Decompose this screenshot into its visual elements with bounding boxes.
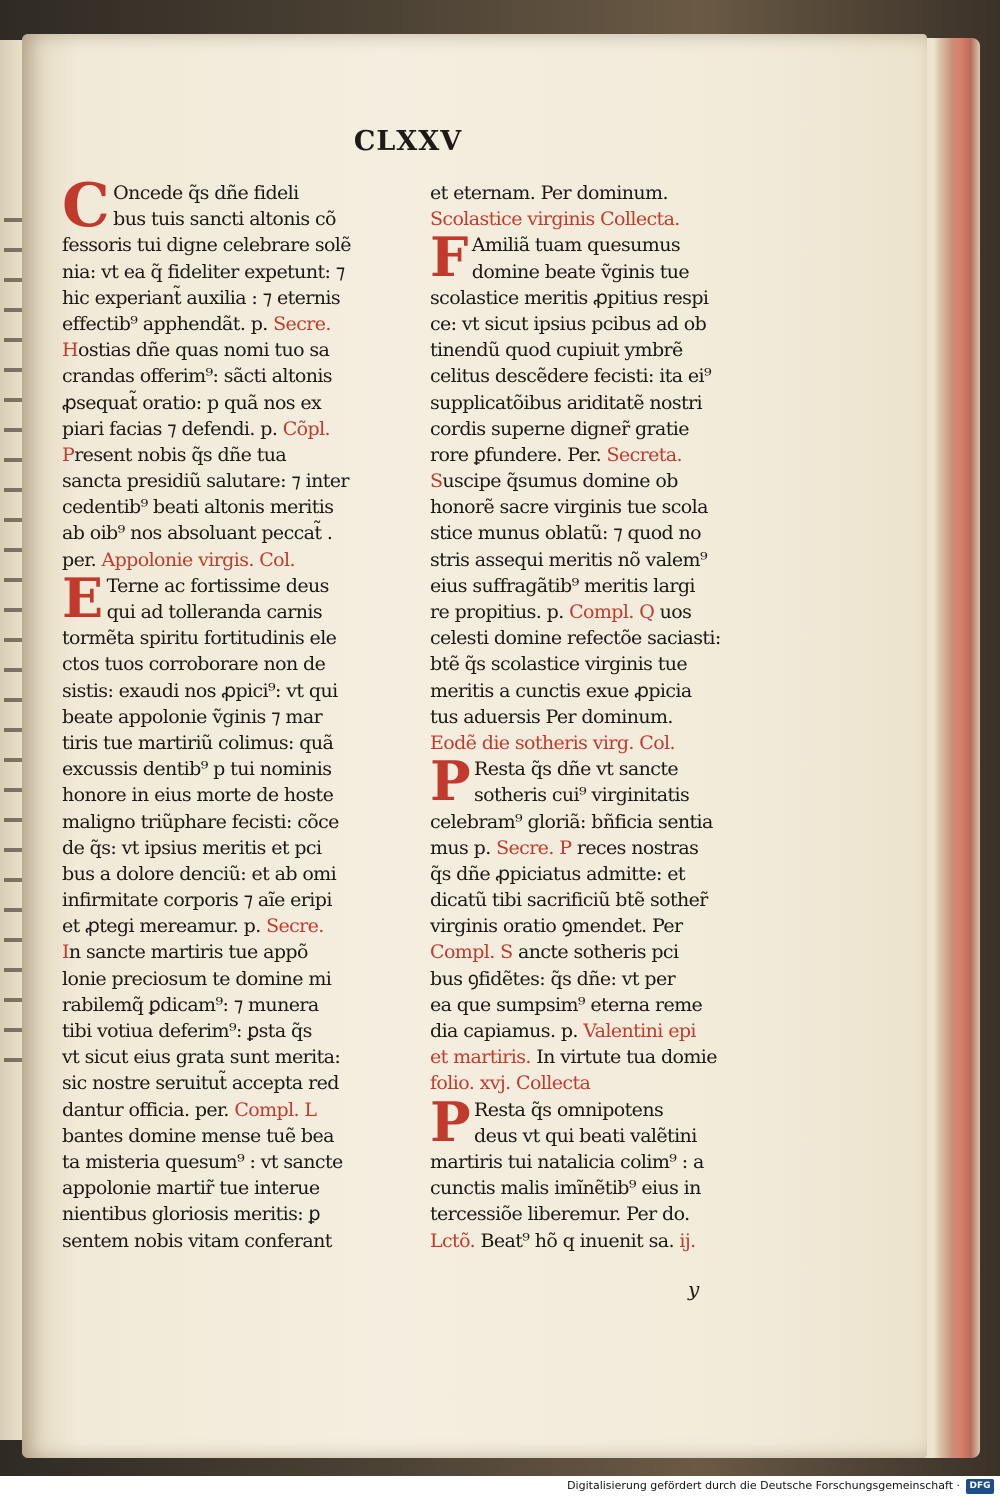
- text-line: [430, 520, 770, 546]
- line-text: btẽ q̃s scolastice virginis tue: [430, 653, 688, 676]
- line-text: crandas offerim⁹: sãcti altonis: [62, 365, 332, 388]
- rubric-text: Secre.: [260, 915, 324, 938]
- line-text: nia: vt ea q̃ fideliter expetunt: ⁊: [62, 260, 345, 283]
- line-text: sic nostre seruitut̃ accepta red: [62, 1072, 339, 1095]
- text-line: [430, 913, 770, 939]
- line-text-tail: ancte sotheris pci: [512, 941, 679, 964]
- line-text: tormẽta spiritu fortitudinis ele: [62, 627, 337, 650]
- rubric-text: Secre.: [267, 312, 331, 335]
- line-text: cordis superne digner̃ gratie: [430, 417, 689, 440]
- line-text-tail: reces nostras: [571, 836, 699, 859]
- text-line: [430, 966, 770, 992]
- text-line: [62, 311, 402, 337]
- rubricated-initial: E: [62, 565, 103, 630]
- line-text: piari facias ⁊ defendi. p.: [62, 417, 278, 440]
- line-text: Amiliã tuam quesumus: [471, 234, 680, 257]
- line-text: ctos tuos corroborare non de: [62, 653, 326, 676]
- line-text: meritis a cunctis exue ꝓpicia: [430, 679, 692, 702]
- text-line: [430, 285, 770, 311]
- text-line: [430, 468, 770, 494]
- text-line: [430, 992, 770, 1018]
- text-line: [62, 363, 402, 389]
- text-line: [430, 311, 770, 337]
- text-line: [430, 206, 770, 232]
- line-text: per.: [62, 548, 97, 571]
- text-line: [62, 678, 402, 704]
- text-line: [430, 651, 770, 677]
- line-text: et ꝓtegi mereamur. p.: [62, 915, 261, 938]
- rubric-text: Compl. L: [228, 1098, 317, 1121]
- text-line: [430, 599, 770, 625]
- line-text: bus ꝯfidẽtes: q̃s dñe: vt per: [430, 967, 676, 990]
- text-line: [474, 1123, 770, 1149]
- rubric-text: Eodẽ die sotheris virg. Col.: [430, 731, 675, 754]
- text-line: [62, 259, 402, 285]
- text-line: [62, 337, 402, 363]
- line-text: supplicatõibus ariditatẽ nostri: [430, 391, 703, 414]
- line-text: sotheris cui⁹ virginitatis: [474, 784, 690, 807]
- rubric-text: et martiris.: [430, 1046, 531, 1069]
- line-text: uscipe q̃sumus domine ob: [442, 470, 678, 493]
- line-text: et eternam. Per dominum.: [430, 182, 668, 204]
- line-text: bus tuis sancti altonis cõ: [113, 208, 336, 231]
- text-line: [62, 442, 402, 468]
- line-text: bantes domine mense tuẽ bea: [62, 1124, 334, 1147]
- text-line: [430, 180, 770, 206]
- line-text: Resta q̃s dñe vt sancte: [474, 758, 678, 781]
- line-text: re propitius. p.: [430, 601, 564, 623]
- line-text: effectib⁹ apphendãt. p.: [62, 312, 268, 335]
- line-text: sancta presidiũ salutare: ⁊ inter: [62, 470, 349, 493]
- text-line: [62, 232, 402, 258]
- footer-credit: Digitalisierung gefördert durch die Deutsche Forschungsgemeinschaft ·: [567, 1479, 960, 1492]
- line-text: beate appolonie ṽginis ⁊ mar: [62, 705, 323, 728]
- text-line: [430, 1201, 770, 1227]
- line-text: ꝓsequat̃ oratio: p quã nos ex: [62, 391, 322, 414]
- text-line: [430, 442, 770, 468]
- line-text: rabilemq̃ ꝑdicam⁹: ⁊ munera: [62, 993, 319, 1016]
- line-text: n sancte martiris tue appõ: [68, 941, 308, 964]
- text-line: [62, 1070, 402, 1096]
- text-line: [62, 468, 402, 494]
- rubricated-initial: F: [430, 225, 468, 290]
- line-text: excussis dentib⁹ p tui nominis: [62, 758, 332, 781]
- line-text: tercessiõe liberemur. Per do.: [430, 1203, 690, 1226]
- text-line: [62, 913, 402, 939]
- dfg-logo: DFG: [966, 1479, 994, 1494]
- rubric-text: ij.: [673, 1229, 696, 1252]
- text-line: [62, 1228, 402, 1254]
- text-line: [62, 861, 402, 887]
- line-text: maligno triũphare fecisti: cõce: [62, 810, 339, 833]
- rubric-text: folio. xvj. Collecta: [430, 1072, 591, 1095]
- rubric-lead: P: [62, 443, 75, 466]
- footer-bar: [0, 1476, 1000, 1498]
- text-line: [430, 1228, 770, 1254]
- line-text: Oncede q̃s dñe fideli: [113, 182, 299, 204]
- text-line: [430, 730, 770, 756]
- line-text: appolonie martir̃ tue interue: [62, 1177, 320, 1200]
- text-line: [430, 1018, 770, 1044]
- line-text: de q̃s: vt ipsius meritis et pci: [62, 836, 322, 859]
- text-line: [430, 809, 770, 835]
- line-text-tail: uos: [654, 601, 692, 623]
- text-line: [113, 206, 402, 232]
- line-text: cedentib⁹ beati altonis meritis: [62, 496, 334, 519]
- text-line: [430, 390, 770, 416]
- line-text: scolastice meritis ꝓpitius respi: [430, 286, 709, 309]
- rubricated-initial: C: [62, 171, 110, 241]
- rubric-text: Valentini epi: [577, 1020, 696, 1042]
- line-text: rore ꝑfundere. Per.: [430, 443, 602, 466]
- rubric-lead: H: [62, 339, 78, 362]
- text-line: [107, 599, 402, 625]
- text-line: [430, 1149, 770, 1175]
- line-text: fessoris tui digne celebrare solẽ: [62, 234, 351, 257]
- text-line: [430, 363, 770, 389]
- rubricated-initial: P: [430, 1089, 471, 1154]
- line-text: ta misteria quesum⁹ : vt sancte: [62, 1150, 343, 1173]
- line-text: ostias dñe quas nomi tuo sa: [77, 339, 330, 362]
- line-text: stris assequi meritis nõ valem⁹: [430, 548, 707, 571]
- text-line: [430, 835, 770, 861]
- text-line: [430, 939, 770, 965]
- text-line: [62, 966, 402, 992]
- text-line: [62, 887, 402, 913]
- line-text: stice munus oblatũ: ⁊ quod no: [430, 522, 702, 545]
- text-line: [430, 573, 770, 599]
- line-text: qui ad tolleranda carnis: [106, 601, 322, 623]
- rubric-text: Cõpl.: [277, 417, 330, 440]
- text-line: [62, 835, 402, 861]
- text-line: [62, 547, 402, 573]
- line-text: tiris tue martiriũ colimus: quã: [62, 731, 334, 754]
- text-line: [62, 494, 402, 520]
- text-line: [430, 625, 770, 651]
- line-text: cunctis malis imĩnẽtib⁹ eius in: [430, 1177, 701, 1200]
- text-line: [430, 1044, 770, 1070]
- text-line: [62, 1149, 402, 1175]
- rubric-text: Compl. S: [430, 941, 513, 964]
- line-text: ab oib⁹ nos absoluant peccat̃ .: [62, 522, 333, 545]
- page-edges-red: [918, 38, 980, 1458]
- text-line: [430, 494, 770, 520]
- right-text-column: [430, 180, 770, 1254]
- rubric-text: Lctõ.: [430, 1229, 476, 1252]
- text-line: [430, 704, 770, 730]
- line-text: tus aduersis Per dominum.: [430, 705, 673, 728]
- rubric-text: Appolonie virgis. Col.: [96, 548, 295, 571]
- line-text: celebram⁹ gloriã: bñficia sentia: [430, 810, 713, 833]
- text-line: [62, 390, 402, 416]
- text-line: [62, 1044, 402, 1070]
- line-text: sentem nobis vitam conferant: [62, 1229, 332, 1252]
- text-line: [430, 416, 770, 442]
- line-text: nientibus gloriosis meritis: ꝑ: [62, 1203, 320, 1226]
- folio-number: CLXXV: [353, 126, 463, 157]
- line-text: vt sicut eius grata sunt merita:: [62, 1046, 341, 1069]
- line-text-tail: Beat⁹ hõ q inuenit sa.: [475, 1229, 674, 1252]
- line-text: honore in eius morte de hoste: [62, 784, 334, 807]
- line-text: q̃s dñe ꝓpiciatus admitte: et: [430, 862, 685, 885]
- text-line: [474, 782, 770, 808]
- line-text-tail: In virtute tua domie: [530, 1046, 717, 1069]
- text-line: [430, 1070, 770, 1096]
- line-text: martiris tui natalicia colim⁹ : a: [430, 1150, 704, 1173]
- line-text: virginis oratio ꝯmendet. Per: [430, 915, 683, 938]
- text-line: [430, 547, 770, 573]
- text-line: [62, 704, 402, 730]
- text-line: [430, 861, 770, 887]
- line-text: celesti domine refectõe saciasti:: [430, 627, 721, 650]
- text-line: [62, 1201, 402, 1227]
- line-text: sistis: exaudi nos ꝓpici⁹: vt qui: [62, 679, 338, 702]
- rubric-text: Compl. Q: [563, 601, 655, 623]
- text-line: [62, 520, 402, 546]
- line-text: deus vt qui beati valẽtini: [474, 1124, 697, 1147]
- line-text: honorẽ sacre virginis tue scola: [430, 496, 708, 519]
- line-text: tibi votiua deferim⁹: ꝑsta q̃s: [62, 1020, 312, 1042]
- line-text: bus a dolore denciũ: et ab omi: [62, 862, 337, 885]
- line-text: eius suffragãtib⁹ meritis largi: [430, 574, 695, 597]
- text-line: [62, 1123, 402, 1149]
- rubric-text: Secre. P: [490, 836, 572, 859]
- rubric-lead: I: [62, 941, 69, 964]
- line-text: tinendũ quod cupiuit ymbrẽ: [430, 339, 683, 362]
- text-line: [430, 887, 770, 913]
- text-line: [62, 730, 402, 756]
- left-text-column: [62, 171, 402, 1254]
- text-line: [62, 1175, 402, 1201]
- text-line: [430, 337, 770, 363]
- text-line: [430, 1175, 770, 1201]
- text-line: [62, 285, 402, 311]
- text-line: [62, 782, 402, 808]
- line-text: dia capiamus. p.: [430, 1020, 578, 1042]
- line-text: domine beate ṽginis tue: [471, 260, 690, 283]
- rubricated-initial: P: [430, 749, 471, 814]
- line-text: ea que sumpsim⁹ eterna reme: [430, 993, 703, 1016]
- rubric-text: Secreta.: [601, 443, 682, 466]
- text-line: [472, 259, 770, 285]
- line-text: Terne ac fortissime deus: [106, 574, 329, 597]
- rubric-text: Scolastice virginis Collecta.: [430, 208, 680, 231]
- rubric-lead: S: [430, 470, 443, 493]
- text-line: [62, 1097, 402, 1123]
- text-line: [62, 416, 402, 442]
- line-text: dicatũ tibi sacrificiũ btẽ sother̃: [430, 889, 708, 912]
- line-text: Resta q̃s omnipotens: [474, 1098, 664, 1121]
- signature-mark: y: [688, 1277, 700, 1301]
- line-text: infirmitate corporis ⁊ aĩe eripi: [62, 889, 332, 912]
- text-line: [62, 992, 402, 1018]
- text-line: [62, 1018, 402, 1044]
- line-text: ce: vt sicut ipsius pcibus ad ob: [430, 312, 707, 335]
- text-line: [430, 678, 770, 704]
- line-text: celitus descẽdere fecisti: ita ei⁹: [430, 365, 712, 388]
- line-text: mus p.: [430, 836, 491, 859]
- line-text: lonie preciosum te domine mi: [62, 967, 332, 990]
- line-text: dantur officia. per.: [62, 1098, 229, 1121]
- text-line: [62, 651, 402, 677]
- text-line: [62, 939, 402, 965]
- text-line: [62, 756, 402, 782]
- line-text: resent nobis q̃s dñe tua: [74, 443, 287, 466]
- text-line: [62, 625, 402, 651]
- line-text: hic experiant̃ auxilia : ⁊ eternis: [62, 286, 341, 309]
- text-line: [62, 809, 402, 835]
